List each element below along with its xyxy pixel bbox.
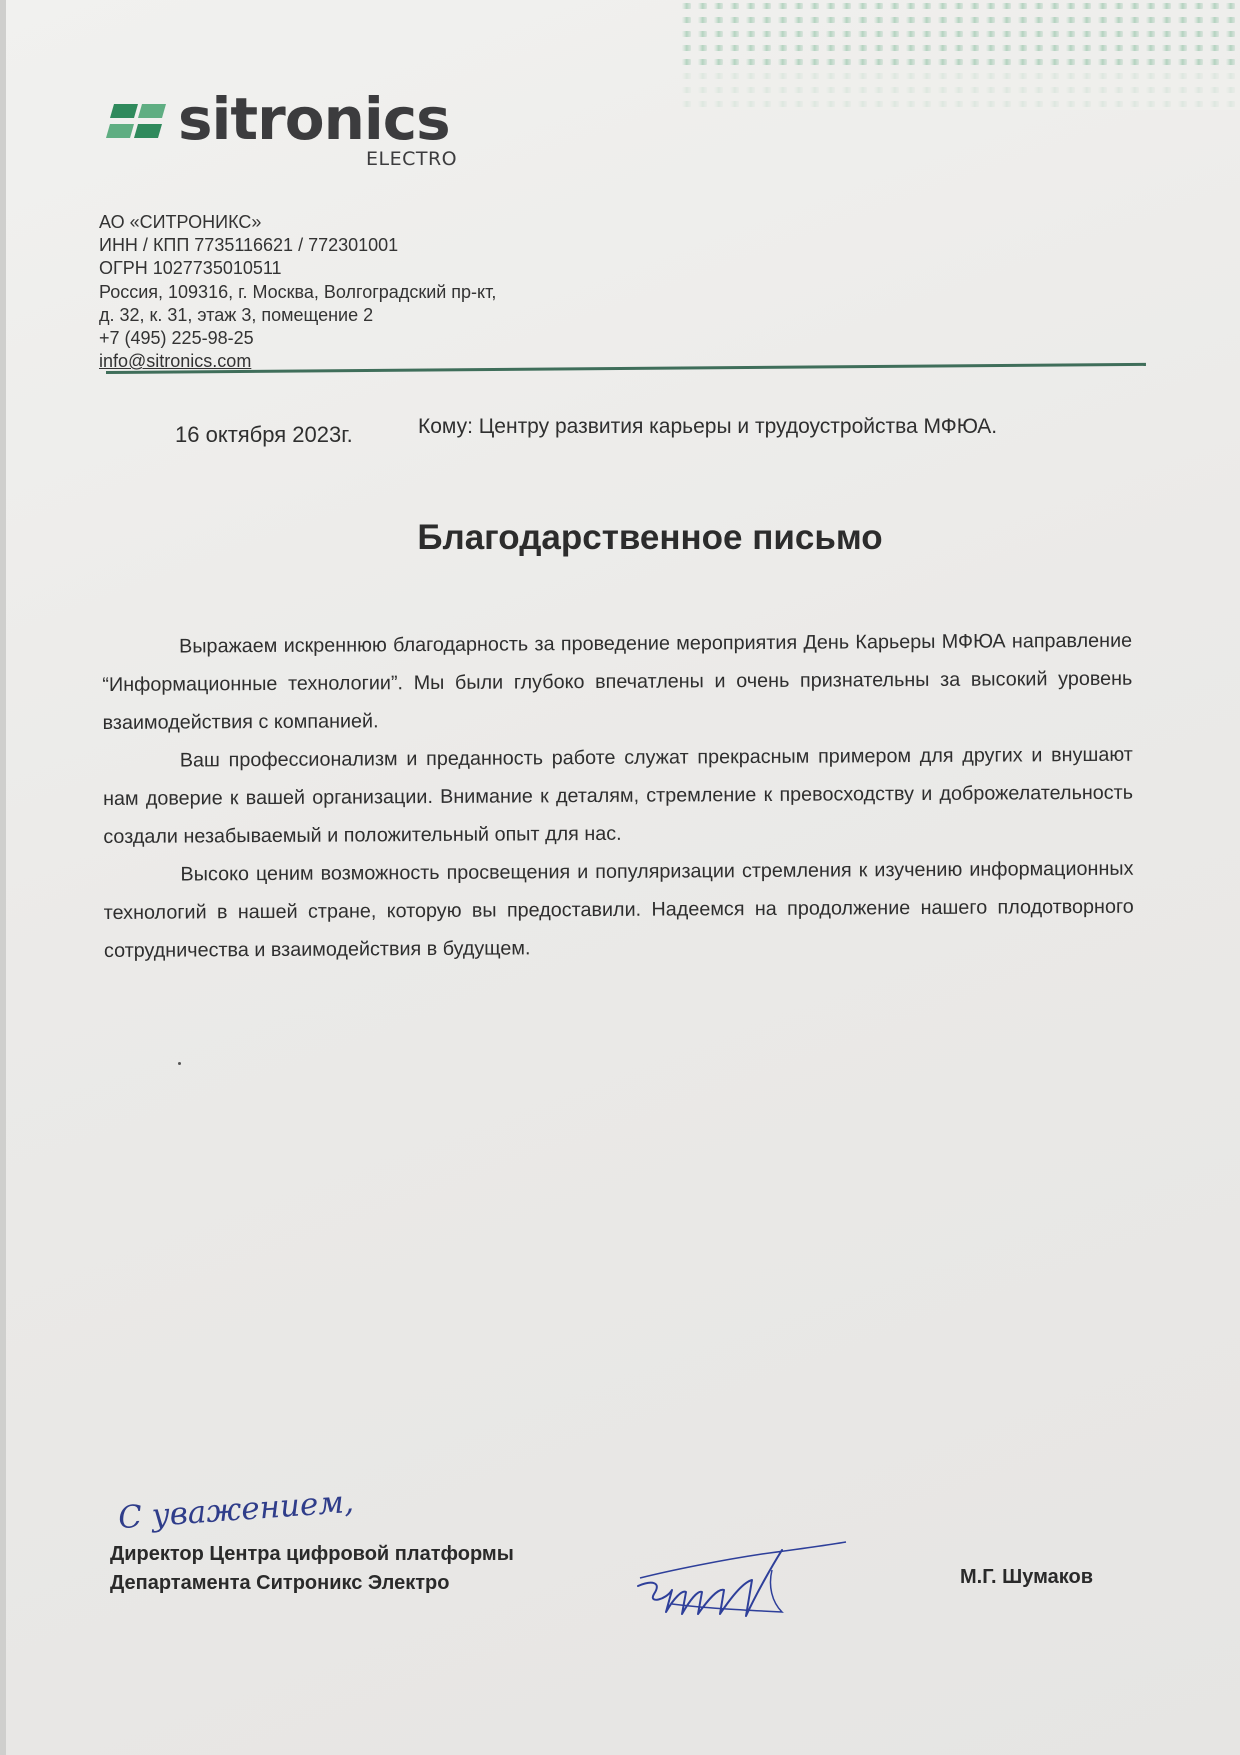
company-email-link[interactable]: info@sitronics.com: [99, 351, 252, 372]
letter-body: [102, 622, 1134, 970]
letter-title: Благодарственное письмо: [417, 518, 883, 557]
company-name: АО «СИТРОНИКС»: [99, 212, 262, 232]
company-details: [99, 211, 496, 373]
sitronics-mark-icon: [104, 98, 170, 146]
sitronics-logo: [104, 85, 464, 170]
signer-name: М.Г. Шумаков: [960, 1566, 1094, 1588]
letter-recipient: Кому: Центру развития карьеры и трудоустройства МФЮА.: [418, 415, 998, 438]
handwritten-signature: [632, 1520, 852, 1625]
company-inn-kpp: ИНН / КПП 7735116621 / 772301001: [99, 235, 399, 256]
page-edge: [0, 0, 6, 1755]
body-paragraph: Выражаем искреннюю благодарность за проведение мероприятия День Карьеры МФЮА направление “Информационные технологии”. Мы были глубоко впечатлены и очень признательны за высокий уровень взаимодействия с компанией.: [102, 629, 1133, 734]
position-line: Департамента Ситроникс Электро: [110, 1572, 450, 1594]
handwritten-closing: С уважением,: [117, 1483, 355, 1537]
body-paragraph: Высоко ценим возможность просвещения и популяризации стремления к изучению информационных технологий в нашей стране, которую вы предоставили. Надеемся на продолжение нашего плодотворного сотрудничества и взаимодействия в будущем.: [103, 857, 1134, 962]
company-address-line1: Россия, 109316, г. Москва, Волгоградский пр-кт,: [99, 281, 497, 302]
logo-subtitle: ELECTRO: [366, 148, 458, 170]
company-ogrn: ОГРН 1027735010511: [99, 258, 282, 279]
dot-pattern-decoration: [680, 0, 1240, 110]
body-paragraph: Ваш профессионализм и преданность работе служат прекрасным примером для других и внушают нам доверие к вашей организации. Внимание к деталям, стремление к превосходству и доброжелательность создали незабываемый и положительный опыт для нас.: [102, 743, 1134, 848]
logo-wordmark: sitronics: [178, 85, 450, 153]
company-phone: +7 (495) 225-98-25: [99, 328, 254, 349]
letter-date: 16 октября 2023г.: [175, 422, 353, 447]
signatory-position: [110, 1540, 514, 1598]
company-address-line2: д. 32, к. 31, этаж 3, помещение 2: [99, 304, 374, 325]
stray-mark: [178, 1062, 181, 1065]
position-line: Директор Центра цифровой платформы: [110, 1543, 514, 1565]
